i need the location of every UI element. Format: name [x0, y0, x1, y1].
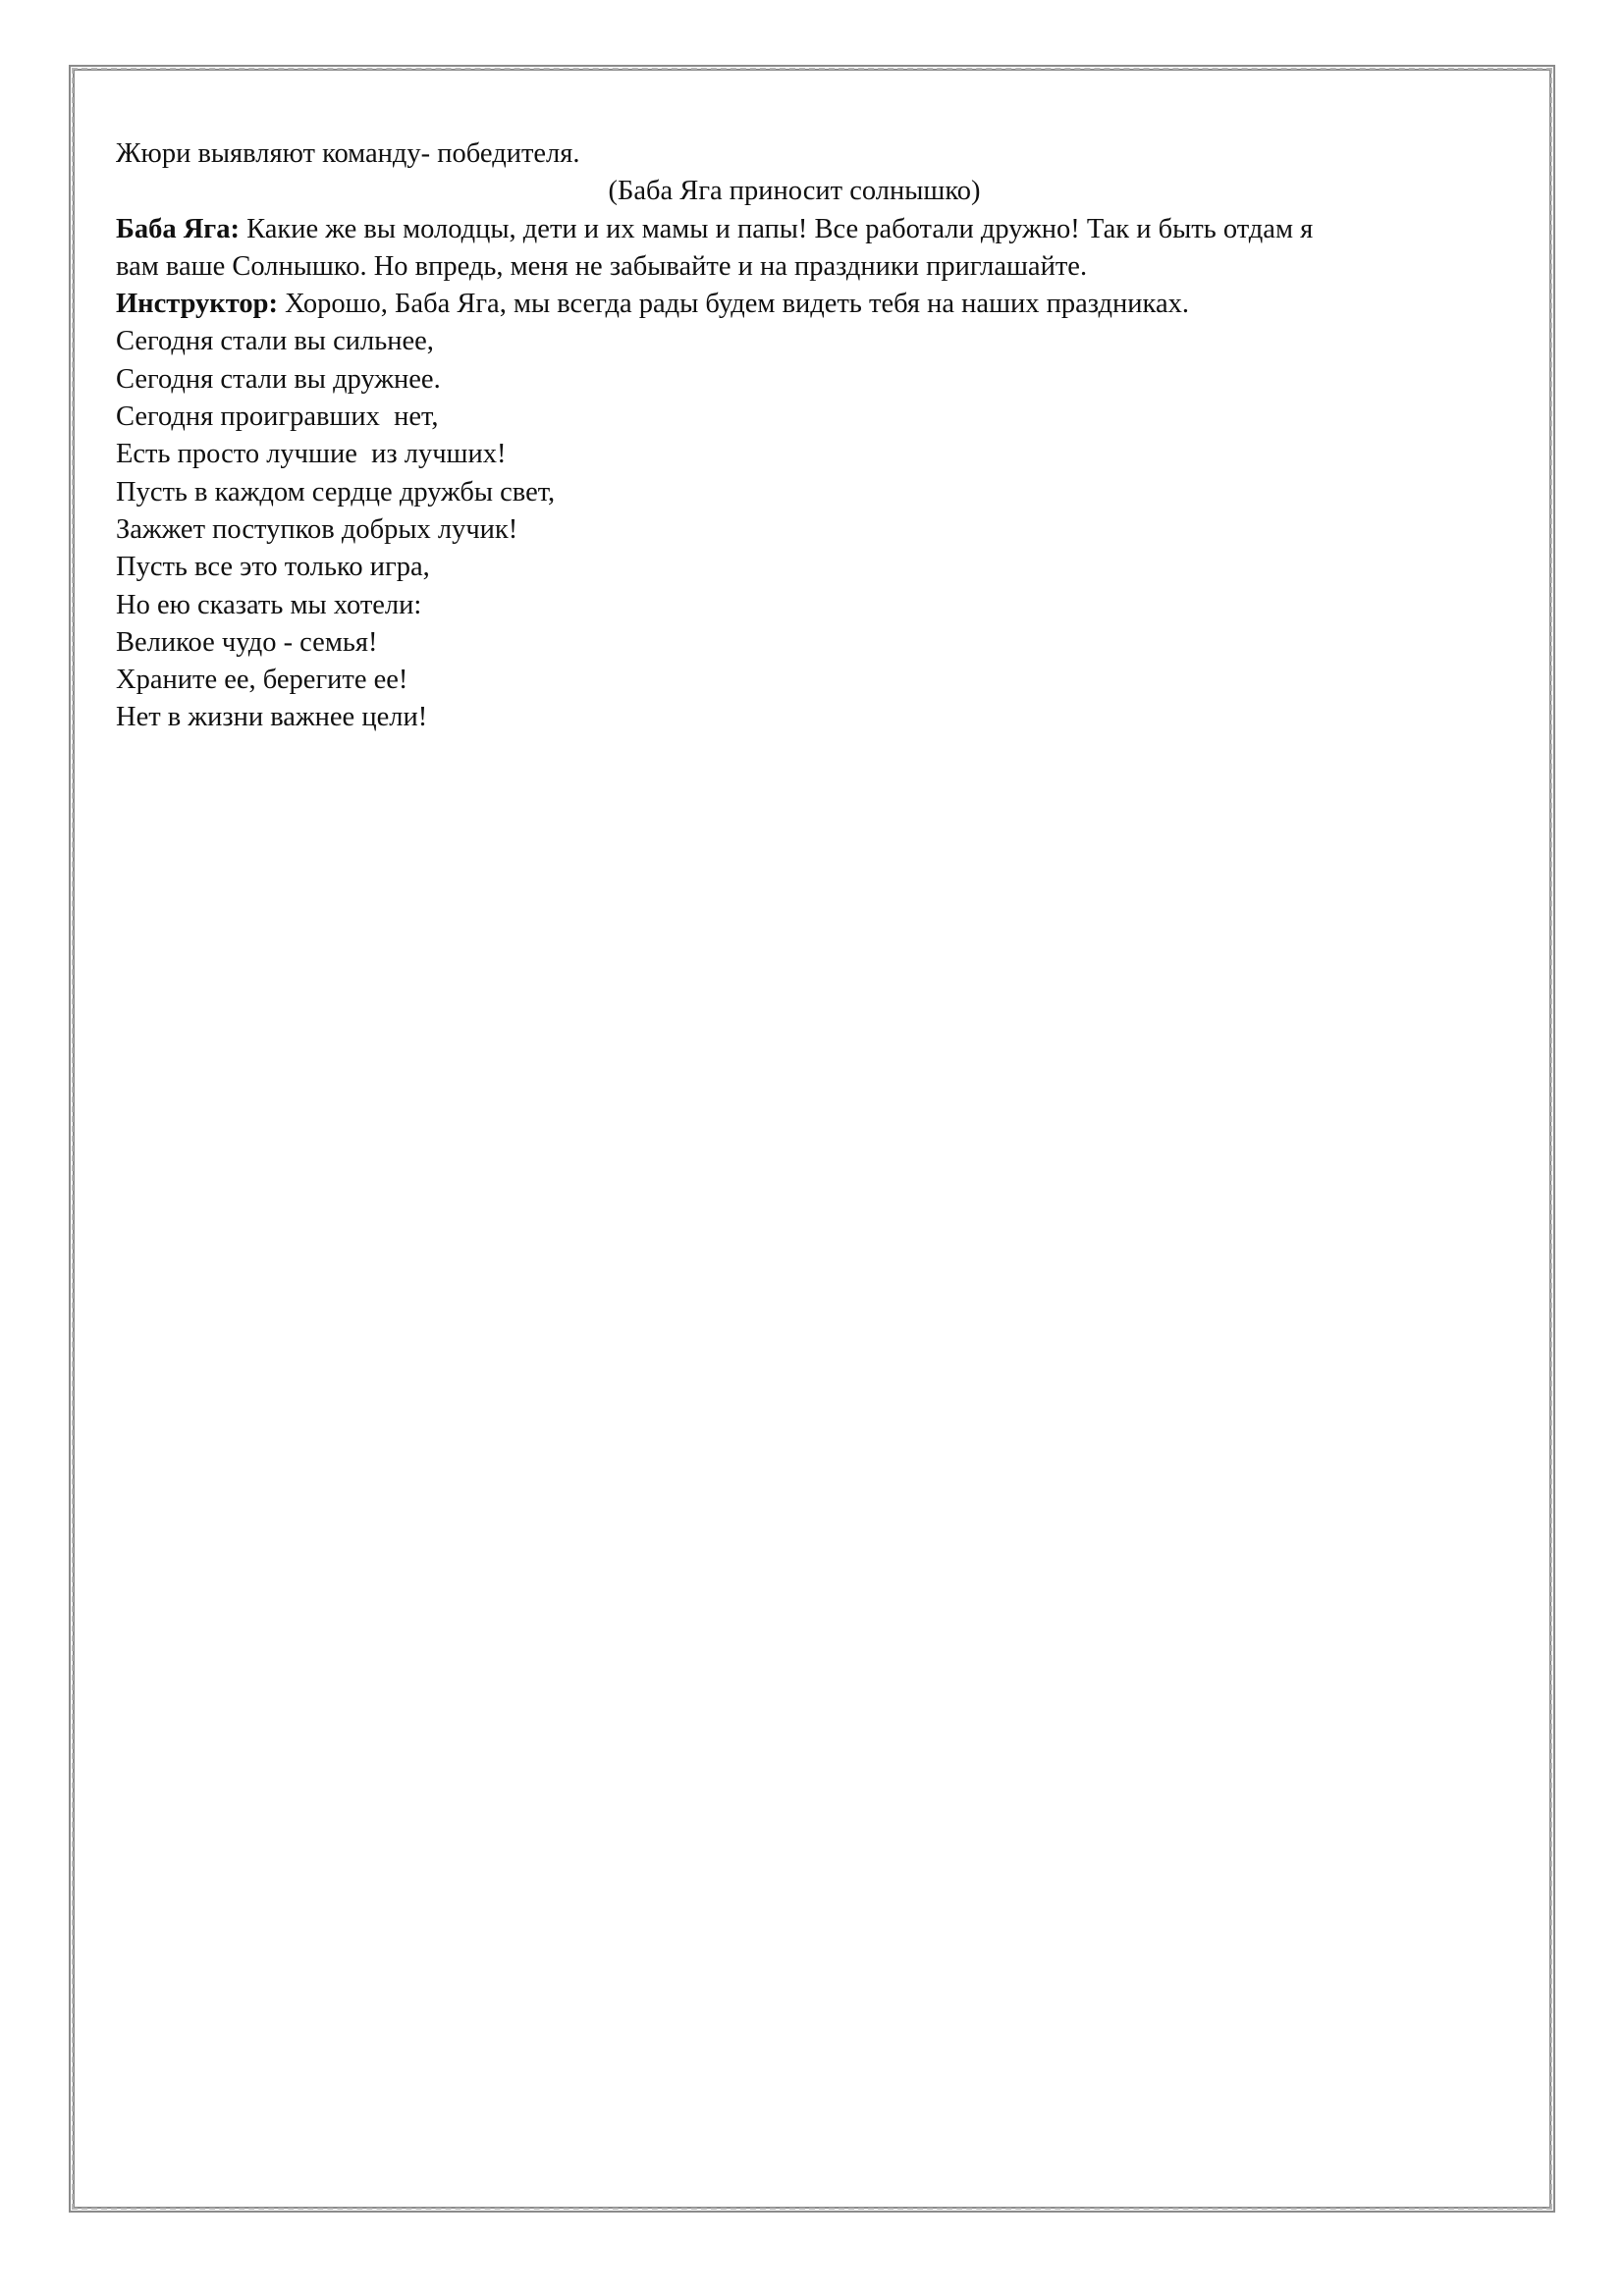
stage-direction: (Баба Яга приносит солнышко) — [608, 176, 981, 207]
jury-line: Жюри выявляют команду- победителя. — [116, 138, 580, 169]
document-body — [116, 135, 1530, 737]
poem-line: Сегодня стали вы сильнее, — [116, 326, 434, 357]
poem-line: Храните ее, берегите ее! — [116, 665, 408, 696]
speaker-baba-yaga: Баба Яга: — [116, 213, 240, 244]
poem-line: Пусть в каждом сердце дружбы свет, — [116, 476, 556, 507]
speaker-instructor: Инструктор: — [116, 289, 278, 320]
instructor-line — [116, 286, 1530, 323]
baba-yaga-line-1 — [116, 211, 1530, 248]
baba-yaga-line-2: вам ваше Солнышко. Но впредь, меня не забывайте и на праздники приглашайте. — [116, 250, 1088, 282]
poem-line: Зажжет поступков добрых лучик! — [116, 513, 518, 545]
poem-line: Но ею сказать мы хотели: — [116, 589, 422, 620]
poem-line: Есть просто лучшие из лучших! — [116, 439, 507, 470]
poem-line: Пусть все это только игра, — [116, 552, 430, 583]
baba-yaga-text-1: Какие же вы молодцы, дети и их мамы и папы! Все работали дружно! Так и быть отдам я — [239, 213, 1314, 244]
poem-line: Великое чудо - семья! — [116, 626, 378, 658]
poem-line: Нет в жизни важнее цели! — [116, 702, 428, 733]
instructor-text: Хорошо, Баба Яга, мы всегда рады будем видеть тебя на наших праздниках. — [277, 289, 1189, 320]
poem-line: Сегодня стали вы дружнее. — [116, 363, 441, 395]
poem-line: Сегодня проигравших нет, — [116, 401, 439, 433]
